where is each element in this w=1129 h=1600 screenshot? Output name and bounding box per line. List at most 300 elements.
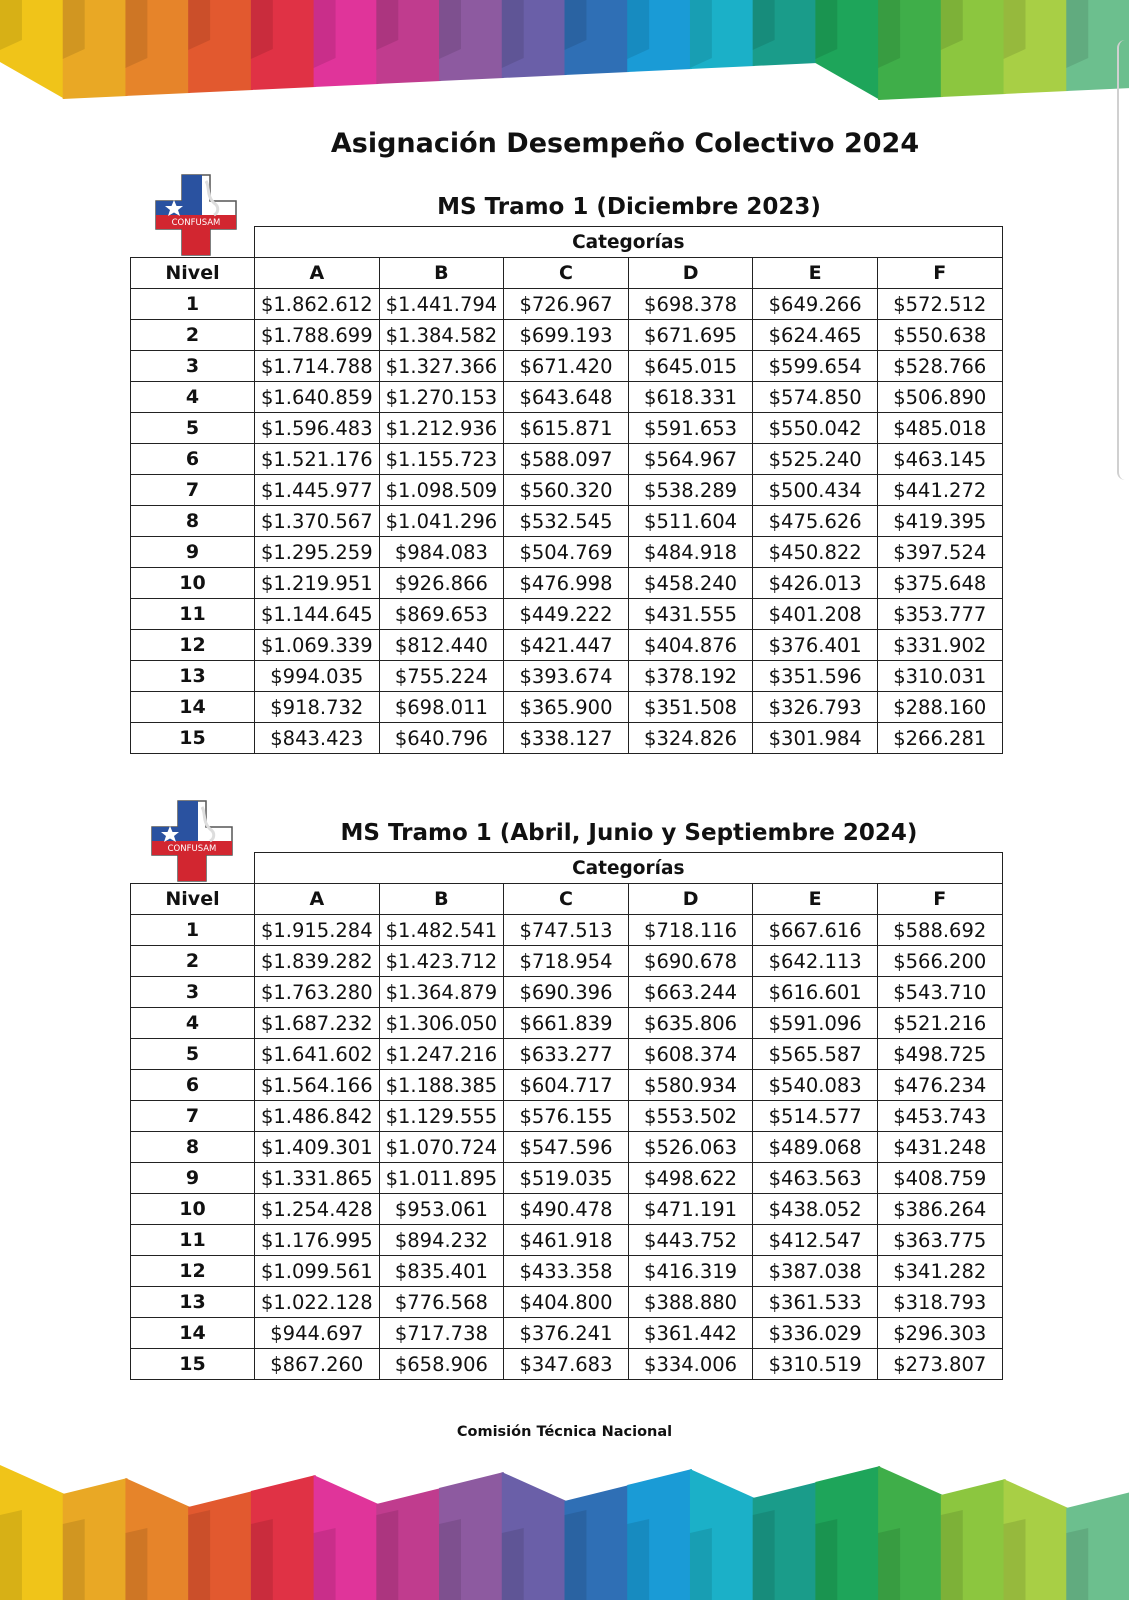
table-row	[131, 475, 1003, 506]
table-row	[131, 506, 1003, 537]
amount-cell: $412.547	[753, 1225, 878, 1256]
amount-cell: $547.596	[504, 1132, 629, 1163]
amount-cell: $572.512	[877, 289, 1002, 320]
amount-cell: $504.769	[504, 537, 629, 568]
amount-cell: $288.160	[877, 692, 1002, 723]
nivel-cell: 14	[131, 1318, 255, 1349]
amount-cell: $1.327.366	[379, 351, 504, 382]
ribbon-shade	[627, 1519, 649, 1600]
column-header: C	[504, 258, 629, 289]
amount-cell: $476.234	[877, 1070, 1002, 1101]
amount-cell: $1.687.232	[255, 1008, 380, 1039]
nivel-cell: 7	[131, 1101, 255, 1132]
nivel-cell: 3	[131, 977, 255, 1008]
table-row	[131, 692, 1003, 723]
amount-cell: $514.577	[753, 1101, 878, 1132]
amount-cell: $331.902	[877, 630, 1002, 661]
footer-text: Comisión Técnica Nacional	[456, 1424, 673, 1440]
nivel-cell: 9	[131, 537, 255, 568]
column-header: Nivel	[131, 884, 255, 915]
amount-cell: $1.788.699	[255, 320, 380, 351]
table-row	[131, 1225, 1003, 1256]
amount-cell: $1.564.166	[255, 1070, 380, 1101]
ribbon-shade	[63, 0, 85, 59]
table-row	[131, 599, 1003, 630]
table-row	[131, 1256, 1003, 1287]
amount-cell: $1.862.612	[255, 289, 380, 320]
amount-cell: $690.396	[504, 977, 629, 1008]
page-title: Asignación Desempeño Colectivo 2024	[330, 128, 920, 159]
amount-cell: $1.247.216	[379, 1039, 504, 1070]
amount-cell: $387.038	[753, 1256, 878, 1287]
ribbon-shade	[878, 0, 900, 68]
nivel-cell: 9	[131, 1163, 255, 1194]
amount-cell: $649.266	[753, 289, 878, 320]
nivel-cell: 3	[131, 351, 255, 382]
amount-cell: $591.096	[753, 1008, 878, 1039]
nivel-cell: 5	[131, 413, 255, 444]
amount-cell: $690.678	[628, 946, 753, 977]
amount-cell: $661.839	[504, 1008, 629, 1039]
amount-cell: $490.478	[504, 1194, 629, 1225]
amount-cell: $755.224	[379, 661, 504, 692]
amount-cell: $376.401	[753, 630, 878, 661]
ribbon-shade	[376, 1510, 398, 1600]
top-ribbon-banner	[0, 0, 1129, 115]
amount-cell: $550.638	[877, 320, 1002, 351]
table-row	[131, 1194, 1003, 1225]
ribbon-graphic	[0, 1455, 1129, 1600]
nivel-cell: 1	[131, 915, 255, 946]
group-header-row	[131, 227, 1003, 258]
amount-cell: $566.200	[877, 946, 1002, 977]
ribbon-shade	[188, 1510, 210, 1600]
table-row	[131, 1318, 1003, 1349]
amount-cell: $475.626	[753, 506, 878, 537]
column-header: E	[753, 258, 878, 289]
amount-cell: $918.732	[255, 692, 380, 723]
table-row	[131, 1132, 1003, 1163]
ribbon-shade	[314, 0, 336, 68]
amount-cell: $1.011.895	[379, 1163, 504, 1194]
ribbon-shade	[627, 0, 649, 59]
amount-cell: $441.272	[877, 475, 1002, 506]
amount-cell: $580.934	[628, 1070, 753, 1101]
table2-title: MS Tramo 1 (Abril, Junio y Septiembre 2024)	[340, 820, 918, 846]
amount-cell: $564.967	[628, 444, 753, 475]
amount-cell: $1.306.050	[379, 1008, 504, 1039]
amount-cell: $431.248	[877, 1132, 1002, 1163]
amount-cell: $574.850	[753, 382, 878, 413]
amount-cell: $699.193	[504, 320, 629, 351]
ribbon-shade	[690, 1528, 712, 1600]
amount-cell: $431.555	[628, 599, 753, 630]
amount-cell: $397.524	[877, 537, 1002, 568]
table-row	[131, 630, 1003, 661]
amount-cell: $338.127	[504, 723, 629, 754]
amount-cell: $576.155	[504, 1101, 629, 1132]
amount-cell: $336.029	[753, 1318, 878, 1349]
amount-cell: $1.839.282	[255, 946, 380, 977]
amount-cell: $408.759	[877, 1163, 1002, 1194]
column-header: E	[753, 884, 878, 915]
amount-cell: $416.319	[628, 1256, 753, 1287]
column-header: B	[379, 258, 504, 289]
amount-cell: $443.752	[628, 1225, 753, 1256]
amount-cell: $365.900	[504, 692, 629, 723]
column-header: F	[877, 884, 1002, 915]
amount-cell: $1.069.339	[255, 630, 380, 661]
amount-cell: $363.775	[877, 1225, 1002, 1256]
table1-title: MS Tramo 1 (Diciembre 2023)	[437, 194, 821, 220]
amount-cell: $273.807	[877, 1349, 1002, 1380]
ribbon-shade	[125, 0, 147, 68]
column-header-row	[131, 258, 1003, 289]
column-header: D	[628, 884, 753, 915]
amount-cell: $894.232	[379, 1225, 504, 1256]
amount-cell: $296.303	[877, 1318, 1002, 1349]
ribbon-shade	[502, 1528, 524, 1600]
amount-cell: $498.622	[628, 1163, 753, 1194]
ribbon-shade	[63, 1519, 85, 1600]
amount-cell: $540.083	[753, 1070, 878, 1101]
ribbon-shade	[1066, 0, 1088, 68]
amount-cell: $401.208	[753, 599, 878, 630]
amount-cell: $776.568	[379, 1287, 504, 1318]
table-row	[131, 946, 1003, 977]
amount-cell: $347.683	[504, 1349, 629, 1380]
ribbon-shade	[0, 1510, 22, 1600]
amount-cell: $550.042	[753, 413, 878, 444]
table-row	[131, 1287, 1003, 1318]
amount-cell: $635.806	[628, 1008, 753, 1039]
amount-cell: $1.254.428	[255, 1194, 380, 1225]
amount-cell: $1.441.794	[379, 289, 504, 320]
amount-cell: $926.866	[379, 568, 504, 599]
amount-cell: $1.144.645	[255, 599, 380, 630]
amount-cell: $419.395	[877, 506, 1002, 537]
amount-cell: $1.409.301	[255, 1132, 380, 1163]
table-row	[131, 537, 1003, 568]
table-row	[131, 568, 1003, 599]
page-edge	[1117, 40, 1129, 480]
nivel-cell: 6	[131, 444, 255, 475]
amount-cell: $450.822	[753, 537, 878, 568]
amount-cell: $843.423	[255, 723, 380, 754]
amount-cell: $671.420	[504, 351, 629, 382]
logo-text: CONFUSAM	[171, 218, 221, 228]
ribbon-shade	[1004, 1519, 1026, 1600]
column-header: F	[877, 258, 1002, 289]
amount-cell: $485.018	[877, 413, 1002, 444]
amount-cell: $506.890	[877, 382, 1002, 413]
nivel-cell: 15	[131, 723, 255, 754]
table-row	[131, 1070, 1003, 1101]
amount-cell: $528.766	[877, 351, 1002, 382]
categories-header: Categorías	[255, 227, 1003, 258]
amount-cell: $698.378	[628, 289, 753, 320]
nivel-cell: 5	[131, 1039, 255, 1070]
ribbon-shade	[941, 1510, 963, 1600]
nivel-cell: 4	[131, 382, 255, 413]
nivel-cell: 8	[131, 1132, 255, 1163]
amount-cell: $747.513	[504, 915, 629, 946]
nivel-cell: 11	[131, 599, 255, 630]
amount-cell: $1.482.541	[379, 915, 504, 946]
amount-cell: $560.320	[504, 475, 629, 506]
amount-cell: $386.264	[877, 1194, 1002, 1225]
amount-cell: $476.998	[504, 568, 629, 599]
amount-cell: $1.270.153	[379, 382, 504, 413]
amount-cell: $1.155.723	[379, 444, 504, 475]
table-row	[131, 661, 1003, 692]
amount-cell: $953.061	[379, 1194, 504, 1225]
amount-cell: $984.083	[379, 537, 504, 568]
pay-table-dec-2023	[130, 226, 1003, 754]
amount-cell: $698.011	[379, 692, 504, 723]
amount-cell: $944.697	[255, 1318, 380, 1349]
amount-cell: $1.521.176	[255, 444, 380, 475]
amount-cell: $1.129.555	[379, 1101, 504, 1132]
ribbon-shade	[1004, 0, 1026, 59]
amount-cell: $608.374	[628, 1039, 753, 1070]
amount-cell: $453.743	[877, 1101, 1002, 1132]
ribbon-shade	[815, 1519, 837, 1600]
amount-cell: $361.533	[753, 1287, 878, 1318]
column-header: B	[379, 884, 504, 915]
amount-cell: $588.692	[877, 915, 1002, 946]
amount-cell: $643.648	[504, 382, 629, 413]
amount-cell: $616.601	[753, 977, 878, 1008]
amount-cell: $1.423.712	[379, 946, 504, 977]
amount-cell: $438.052	[753, 1194, 878, 1225]
amount-cell: $525.240	[753, 444, 878, 475]
ribbon-shade	[753, 1510, 775, 1600]
amount-cell: $341.282	[877, 1256, 1002, 1287]
amount-cell: $458.240	[628, 568, 753, 599]
nivel-cell: 10	[131, 1194, 255, 1225]
amount-cell: $1.370.567	[255, 506, 380, 537]
ribbon-shade	[690, 0, 712, 68]
amount-cell: $334.006	[628, 1349, 753, 1380]
amount-cell: $671.695	[628, 320, 753, 351]
amount-cell: $1.596.483	[255, 413, 380, 444]
group-header-row	[131, 853, 1003, 884]
amount-cell: $310.519	[753, 1349, 878, 1380]
nivel-cell: 10	[131, 568, 255, 599]
amount-cell: $1.641.602	[255, 1039, 380, 1070]
ribbon-shade	[815, 0, 837, 59]
amount-cell: $1.098.509	[379, 475, 504, 506]
nivel-cell: 12	[131, 1256, 255, 1287]
amount-cell: $867.260	[255, 1349, 380, 1380]
table-row	[131, 1039, 1003, 1070]
amount-cell: $326.793	[753, 692, 878, 723]
amount-cell: $812.440	[379, 630, 504, 661]
amount-cell: $461.918	[504, 1225, 629, 1256]
amount-cell: $1.384.582	[379, 320, 504, 351]
ribbon-shade	[439, 0, 461, 59]
amount-cell: $489.068	[753, 1132, 878, 1163]
amount-cell: $318.793	[877, 1287, 1002, 1318]
nivel-cell: 2	[131, 946, 255, 977]
amount-cell: $718.116	[628, 915, 753, 946]
amount-cell: $1.176.995	[255, 1225, 380, 1256]
amount-cell: $433.358	[504, 1256, 629, 1287]
amount-cell: $1.188.385	[379, 1070, 504, 1101]
table-row	[131, 977, 1003, 1008]
amount-cell: $1.212.936	[379, 413, 504, 444]
amount-cell: $994.035	[255, 661, 380, 692]
amount-cell: $553.502	[628, 1101, 753, 1132]
categories-header: Categorías	[255, 853, 1003, 884]
nivel-cell: 13	[131, 1287, 255, 1318]
ribbon-shade	[439, 1519, 461, 1600]
amount-cell: $376.241	[504, 1318, 629, 1349]
amount-cell: $835.401	[379, 1256, 504, 1287]
nivel-cell: 13	[131, 661, 255, 692]
amount-cell: $565.587	[753, 1039, 878, 1070]
amount-cell: $718.954	[504, 946, 629, 977]
bottom-ribbon-banner	[0, 1455, 1129, 1600]
nivel-cell: 12	[131, 630, 255, 661]
amount-cell: $324.826	[628, 723, 753, 754]
nivel-cell: 7	[131, 475, 255, 506]
ribbon-shade	[251, 1519, 273, 1600]
table-row	[131, 289, 1003, 320]
ribbon-shade	[251, 0, 273, 59]
amount-cell: $618.331	[628, 382, 753, 413]
table-row	[131, 915, 1003, 946]
amount-cell: $1.331.865	[255, 1163, 380, 1194]
amount-cell: $1.640.859	[255, 382, 380, 413]
column-header-row	[131, 884, 1003, 915]
amount-cell: $532.545	[504, 506, 629, 537]
pay-table-2024	[130, 852, 1003, 1380]
amount-cell: $351.596	[753, 661, 878, 692]
table-row	[131, 351, 1003, 382]
amount-cell: $426.013	[753, 568, 878, 599]
amount-cell: $301.984	[753, 723, 878, 754]
amount-cell: $511.604	[628, 506, 753, 537]
amount-cell: $378.192	[628, 661, 753, 692]
amount-cell: $1.295.259	[255, 537, 380, 568]
amount-cell: $1.714.788	[255, 351, 380, 382]
amount-cell: $658.906	[379, 1349, 504, 1380]
amount-cell: $351.508	[628, 692, 753, 723]
amount-cell: $310.031	[877, 661, 1002, 692]
amount-cell: $526.063	[628, 1132, 753, 1163]
amount-cell: $640.796	[379, 723, 504, 754]
nivel-cell: 15	[131, 1349, 255, 1380]
table-row	[131, 1163, 1003, 1194]
nivel-cell: 4	[131, 1008, 255, 1039]
amount-cell: $471.191	[628, 1194, 753, 1225]
amount-cell: $388.880	[628, 1287, 753, 1318]
amount-cell: $463.145	[877, 444, 1002, 475]
amount-cell: $869.653	[379, 599, 504, 630]
amount-cell: $498.725	[877, 1039, 1002, 1070]
amount-cell: $1.445.977	[255, 475, 380, 506]
table-row	[131, 382, 1003, 413]
amount-cell: $1.099.561	[255, 1256, 380, 1287]
table-row	[131, 413, 1003, 444]
amount-cell: $604.717	[504, 1070, 629, 1101]
amount-cell: $645.015	[628, 351, 753, 382]
nivel-cell: 6	[131, 1070, 255, 1101]
amount-cell: $1.915.284	[255, 915, 380, 946]
logo-text: CONFUSAM	[167, 844, 217, 854]
amount-cell: $521.216	[877, 1008, 1002, 1039]
amount-cell: $375.648	[877, 568, 1002, 599]
amount-cell: $543.710	[877, 977, 1002, 1008]
column-header: A	[255, 884, 380, 915]
amount-cell: $361.442	[628, 1318, 753, 1349]
amount-cell: $538.289	[628, 475, 753, 506]
amount-cell: $353.777	[877, 599, 1002, 630]
amount-cell: $599.654	[753, 351, 878, 382]
table-row	[131, 723, 1003, 754]
amount-cell: $463.563	[753, 1163, 878, 1194]
column-header: Nivel	[131, 258, 255, 289]
amount-cell: $624.465	[753, 320, 878, 351]
ribbon-shade	[125, 1528, 147, 1600]
amount-cell: $726.967	[504, 289, 629, 320]
amount-cell: $717.738	[379, 1318, 504, 1349]
amount-cell: $663.244	[628, 977, 753, 1008]
amount-cell: $266.281	[877, 723, 1002, 754]
column-header: D	[628, 258, 753, 289]
amount-cell: $404.876	[628, 630, 753, 661]
amount-cell: $449.222	[504, 599, 629, 630]
amount-cell: $591.653	[628, 413, 753, 444]
amount-cell: $667.616	[753, 915, 878, 946]
amount-cell: $615.871	[504, 413, 629, 444]
ribbon-shade	[565, 1510, 587, 1600]
table-row	[131, 1349, 1003, 1380]
amount-cell: $1.070.724	[379, 1132, 504, 1163]
ribbon-shade	[878, 1528, 900, 1600]
table-row	[131, 1008, 1003, 1039]
header-spacer	[131, 853, 255, 884]
nivel-cell: 11	[131, 1225, 255, 1256]
table-row	[131, 1101, 1003, 1132]
amount-cell: $1.364.879	[379, 977, 504, 1008]
amount-cell: $1.763.280	[255, 977, 380, 1008]
amount-cell: $1.022.128	[255, 1287, 380, 1318]
amount-cell: $484.918	[628, 537, 753, 568]
nivel-cell: 14	[131, 692, 255, 723]
nivel-cell: 1	[131, 289, 255, 320]
table-row	[131, 320, 1003, 351]
nivel-cell: 2	[131, 320, 255, 351]
ribbon-graphic	[0, 0, 1129, 115]
header-spacer	[131, 227, 255, 258]
ribbon-shade	[314, 1528, 336, 1600]
nivel-cell: 8	[131, 506, 255, 537]
amount-cell: $633.277	[504, 1039, 629, 1070]
amount-cell: $1.219.951	[255, 568, 380, 599]
amount-cell: $393.674	[504, 661, 629, 692]
amount-cell: $421.447	[504, 630, 629, 661]
column-header: A	[255, 258, 380, 289]
amount-cell: $519.035	[504, 1163, 629, 1194]
amount-cell: $642.113	[753, 946, 878, 977]
table-row	[131, 444, 1003, 475]
column-header: C	[504, 884, 629, 915]
amount-cell: $1.041.296	[379, 506, 504, 537]
amount-cell: $404.800	[504, 1287, 629, 1318]
